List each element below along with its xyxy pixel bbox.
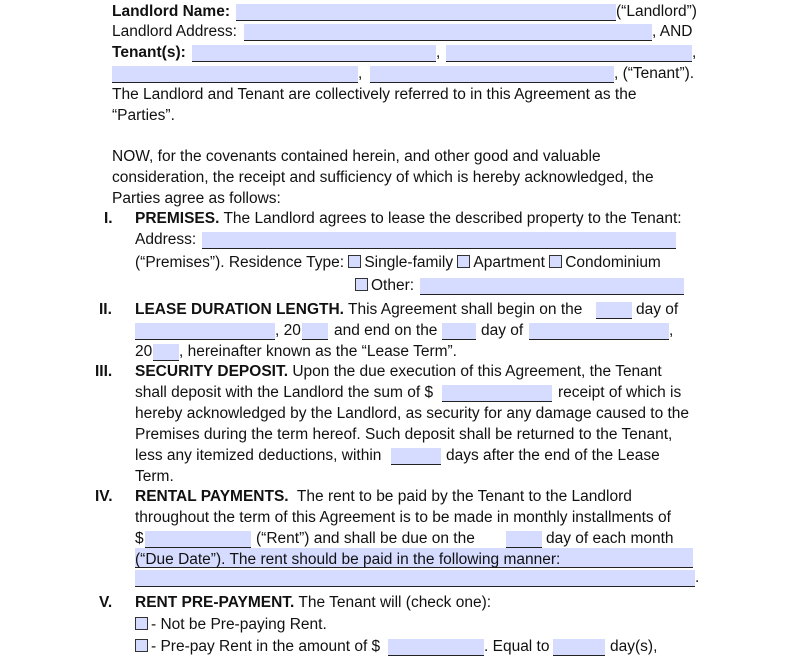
deposit-line-4: Premises during the term hereof. Such deposit shall be returned to the Tenant, <box>135 426 673 443</box>
condominium-label: Condominium <box>565 254 661 271</box>
prepay-option-2 <box>135 637 380 657</box>
intro-line-3: Parties agree as follows: <box>112 190 281 207</box>
other-line <box>355 276 414 296</box>
landlord-name-label: Landlord Name: <box>112 3 230 20</box>
residence-type-line <box>135 253 661 273</box>
prepay-option-1 <box>135 615 327 635</box>
other-field[interactable] <box>420 278 684 295</box>
parties-line-1: The Landlord and Tenant are collectively referred to in this Agreement as the <box>112 86 637 103</box>
deposit-line1-text: Upon the due execution of this Agreement, the Tenant <box>288 363 662 380</box>
not-prepaying-checkbox[interactable] <box>135 617 148 630</box>
twenty-1: , 20 <box>275 322 301 339</box>
landlord-suffix: (“Landlord”) <box>616 3 697 20</box>
end-day-field[interactable] <box>442 323 476 340</box>
condominium-checkbox[interactable] <box>549 255 562 268</box>
intro-line-1: NOW, for the covenants contained herein, and other good and valuable <box>112 148 601 165</box>
start-year-field[interactable] <box>302 323 328 340</box>
single-family-checkbox[interactable] <box>348 255 361 268</box>
prepay-heading: RENT PRE-PAYMENT. <box>135 594 295 611</box>
tenant-suffix: , (“Tenant”). <box>614 65 695 82</box>
section-i-number: I. <box>104 210 113 227</box>
address-label: Address: <box>135 231 197 248</box>
tenant-3-field[interactable] <box>112 66 358 83</box>
deposit-line-3: hereby acknowledged by the Landlord, as security for any damage caused to the <box>135 405 690 422</box>
lease-text: This Agreement shall begin on the <box>343 301 583 318</box>
prepay-line-1 <box>135 593 491 613</box>
start-day-field[interactable] <box>596 302 632 319</box>
deposit-line-2-post: receipt of which is <box>558 384 682 401</box>
deposit-line-5-post: days after the end of the Lease <box>446 447 660 464</box>
single-family-label: Single-family <box>364 254 454 271</box>
payment-manner-field-2[interactable] <box>135 570 695 587</box>
rent-due-day-field[interactable] <box>506 531 542 548</box>
section-ii-number: II. <box>99 301 112 318</box>
prepay-text: The Tenant will (check one): <box>294 594 492 611</box>
prepay-amount-field[interactable] <box>388 639 484 656</box>
and-text: , AND <box>652 23 693 40</box>
comma-2: , <box>692 44 697 61</box>
rent-heading: RENTAL PAYMENTS. <box>135 488 289 505</box>
section-iii-number: III. <box>95 363 113 380</box>
other-label: Other: <box>371 277 415 294</box>
days-text: day(s), <box>610 638 658 655</box>
deposit-line-2-pre: shall deposit with the Landlord the sum of $ <box>135 384 434 401</box>
rent-each-month: day of each month <box>546 530 674 547</box>
end-on-text: and end on the <box>334 322 438 339</box>
apartment-checkbox[interactable] <box>457 255 470 268</box>
not-prepaying-label: - Not be Pre-paying Rent. <box>151 616 327 633</box>
comma-3: , <box>358 65 363 82</box>
comma-4: , <box>669 322 674 339</box>
rent-due-text: (“Rent”) and shall be due on the <box>256 530 475 547</box>
prepay-days-field[interactable] <box>553 639 605 656</box>
premises-address-field[interactable] <box>202 232 676 249</box>
equal-to-text: . Equal to <box>484 638 550 655</box>
rent-line-1 <box>135 487 632 507</box>
intro-line-2: consideration, the receipt and sufficiency of which is hereby acknowledged, the <box>112 169 654 186</box>
deposit-heading: SECURITY DEPOSIT. <box>135 363 289 380</box>
landlord-name-line <box>112 2 230 22</box>
residence-text: (“Premises”). Residence Type: <box>135 254 345 271</box>
rent-line1-text: The rent to be paid by the Tenant to the Landlord <box>288 488 632 505</box>
parties-line-2: “Parties”. <box>112 107 175 124</box>
deposit-line-1 <box>135 362 662 382</box>
century-text: 20 <box>135 343 153 360</box>
day-of-1: day of <box>636 301 679 318</box>
deposit-line-6: Term. <box>135 468 174 485</box>
day-of-2: day of <box>481 322 524 339</box>
section-iv-number: IV. <box>95 488 113 505</box>
rent-line-4: (“Due Date”). The rent should be paid in the following manner: <box>135 551 561 568</box>
lease-line-1 <box>135 300 582 320</box>
deposit-line-5-pre: less any itemized deductions, within <box>135 447 382 464</box>
deposit-amount-field[interactable] <box>442 385 552 402</box>
apartment-label: Apartment <box>473 254 545 271</box>
rent-dollar: $ <box>135 530 144 547</box>
rent-line-2: throughout the term of this Agreement is to be made in monthly installments of <box>135 509 671 526</box>
other-checkbox[interactable] <box>355 278 368 291</box>
rent-amount-field[interactable] <box>145 531 251 548</box>
premises-line <box>135 209 682 229</box>
tenant-2-field[interactable] <box>446 45 692 62</box>
end-month-field[interactable] <box>529 323 669 340</box>
landlord-address-label: Landlord Address: <box>112 23 237 40</box>
rent-period: . <box>695 569 700 586</box>
prepay-checkbox[interactable] <box>135 639 148 652</box>
deposit-days-field[interactable] <box>391 448 441 465</box>
premises-text: The Landlord agrees to lease the described property to the Tenant: <box>219 210 682 227</box>
prepay-amount-label: - Pre-pay Rent in the amount of $ <box>151 638 381 655</box>
start-month-field[interactable] <box>135 323 275 340</box>
tenant-4-field[interactable] <box>370 66 614 83</box>
section-v-number: V. <box>99 594 113 611</box>
lease-term-text: , hereinafter known as the “Lease Term”. <box>179 343 457 360</box>
comma-1: , <box>436 44 441 61</box>
landlord-address-field[interactable] <box>244 24 652 41</box>
tenant-1-field[interactable] <box>192 45 436 62</box>
premises-heading: PREMISES. <box>135 210 220 227</box>
landlord-name-field[interactable] <box>236 4 616 21</box>
end-year-field[interactable] <box>153 344 179 361</box>
tenants-label: Tenant(s): <box>112 44 186 61</box>
lease-heading: LEASE DURATION LENGTH. <box>135 301 344 318</box>
